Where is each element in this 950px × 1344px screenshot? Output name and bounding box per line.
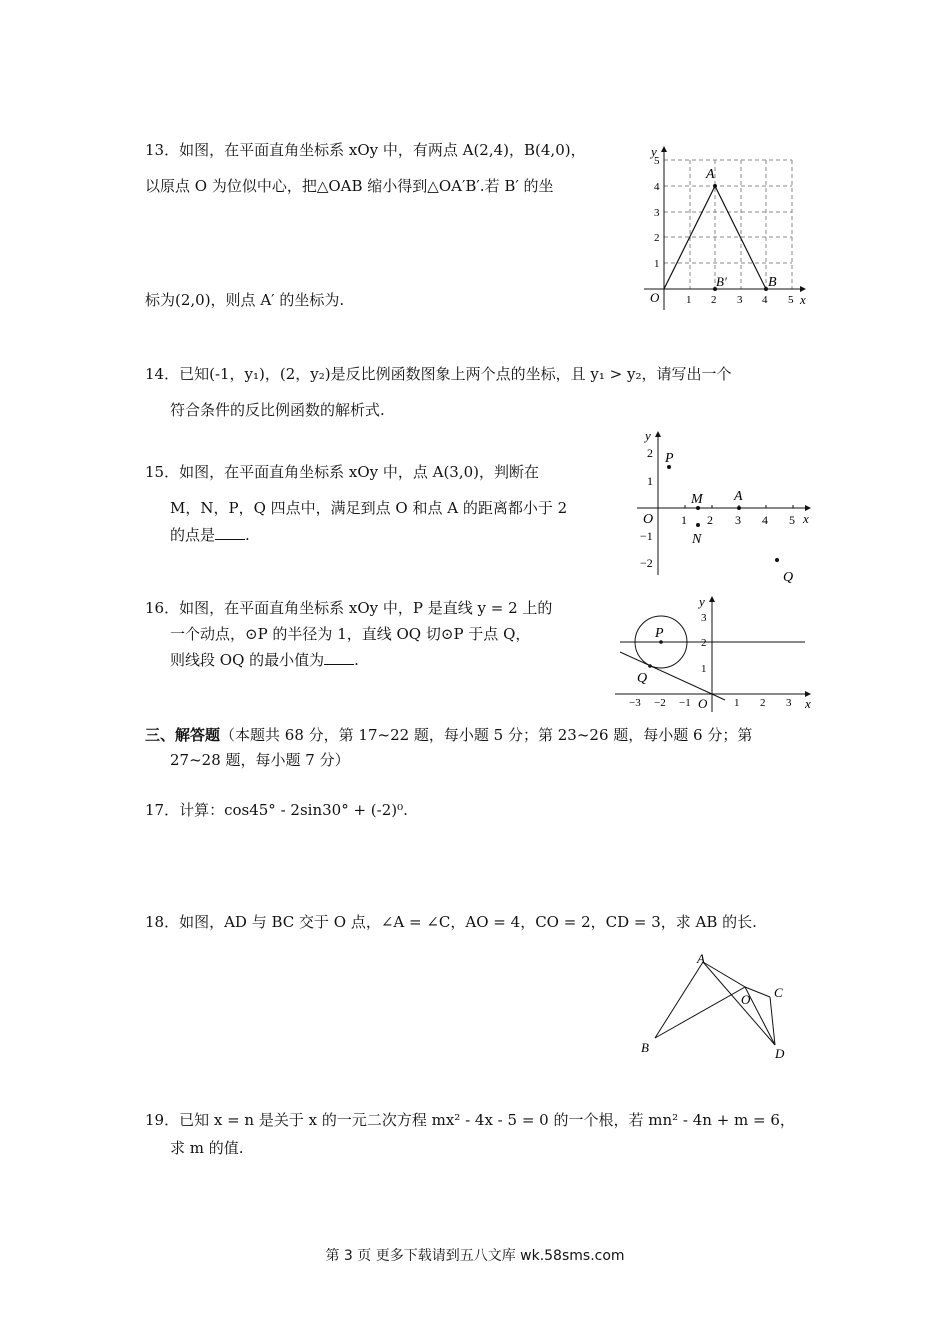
q15-line3-end: . <box>245 526 250 544</box>
q13-grid <box>664 160 792 289</box>
q15-xtick: 4 <box>762 513 768 527</box>
q15-xtick: 3 <box>735 513 741 527</box>
q15-label-P: P <box>665 451 674 466</box>
q18-segment-AD <box>703 962 775 1045</box>
q15-label-N: N <box>692 532 702 547</box>
q16-label-y: y <box>699 594 705 609</box>
q13-line2: 以原点 O 为位似中心，把△OAB 缩小得到△OA′B′.若 B′ 的坐 <box>145 177 554 195</box>
q16-xtick: 1 <box>734 697 740 709</box>
q16-point-Q <box>648 664 652 668</box>
q13-xtick: 2 <box>711 294 717 306</box>
q15-line1: 15．如图，在平面直角坐标系 xOy 中，点 A(3,0)，判断在 <box>145 463 540 481</box>
q16-ytick: 2 <box>701 637 707 649</box>
q15-figure <box>635 425 820 590</box>
q13-label-O: O <box>650 290 660 305</box>
q16-answer-blank <box>324 650 354 665</box>
q13-label-Bp: B′ <box>716 274 727 289</box>
q17-line1: 17．计算：cos45° - 2sin30° + (-2)⁰. <box>145 801 408 819</box>
q15-xtick: 5 <box>789 513 795 527</box>
q14-line2: 符合条件的反比例函数的解析式. <box>170 401 385 419</box>
q15-point-A <box>737 506 741 510</box>
q18-line1: 18．如图，AD 与 BC 交于 O 点，∠A = ∠C，AO = 4，CO = 2，CD = 3，求 AB 的长. <box>145 913 757 931</box>
q15-line2: M，N，P，Q 四点中，满足到点 O 和点 A 的距离都小于 2 <box>170 499 568 517</box>
q13-xtick: 5 <box>788 294 794 306</box>
q16-line3-text: 则线段 OQ 的最小值为 <box>170 651 325 669</box>
section3-desc2: 27~28 题，每小题 7 分） <box>170 751 350 769</box>
q14-line1: 14．已知(-1，y₁)，(2，y₂)是反比例函数图象上两个点的坐标，且 y₁ > y₂，请写出一个 <box>145 365 732 383</box>
q13-ytick: 3 <box>654 207 660 219</box>
q16-line3-end: . <box>354 651 359 669</box>
q15-label-Q: Q <box>783 570 794 585</box>
section3-header <box>145 725 752 745</box>
page-footer: 第 3 页 更多下载请到五八文库 wk.58sms.com <box>325 1248 625 1264</box>
q15-line3-text: 的点是 <box>170 526 216 544</box>
q18-label-C: C <box>774 985 783 1000</box>
q13-label-y: y <box>651 144 657 159</box>
q16-xtick: −1 <box>679 697 691 709</box>
q16-line1: 16．如图，在平面直角坐标系 xOy 中，P 是直线 y = 2 上的 <box>145 599 553 617</box>
q13-xtick: 1 <box>686 294 692 306</box>
q15-label-O: O <box>643 512 654 527</box>
q15-point-N <box>696 523 700 527</box>
q18-triangle-ABO <box>655 962 745 1038</box>
q18-label-O: O <box>741 992 751 1007</box>
q16-label-x: x <box>805 696 811 711</box>
q13-label-A: A <box>706 167 715 182</box>
section3-title: 三、解答题 <box>145 726 221 744</box>
q15-label-x: x <box>803 511 809 526</box>
q13-label-B: B <box>768 275 777 290</box>
q18-figure <box>635 950 795 1065</box>
q16-tangent-OQ <box>620 652 725 700</box>
q16-label-O: O <box>698 696 708 711</box>
q13-y-arrow <box>661 146 667 152</box>
q13-xtick: 3 <box>737 294 743 306</box>
q15-label-A: A <box>734 489 743 504</box>
q15-ytick: 1 <box>647 474 653 488</box>
q16-label-P: P <box>655 626 664 641</box>
q15-point-Q <box>775 558 779 562</box>
q15-ytick: −2 <box>640 556 653 570</box>
q15-label-M: M <box>691 492 703 507</box>
q16-xtick: −3 <box>629 697 641 709</box>
q16-figure <box>615 590 820 715</box>
q13-ytick: 1 <box>654 258 660 270</box>
q13-xtick: 4 <box>762 294 768 306</box>
q16-line3 <box>170 650 359 670</box>
q16-ytick: 3 <box>701 612 707 624</box>
q15-line3 <box>170 525 250 545</box>
q13-ytick: 2 <box>654 232 660 244</box>
q19-line1: 19．已知 x = n 是关于 x 的一元二次方程 mx² - 4x - 5 = 0 的一个根，若 mn² - 4n + m = 6， <box>145 1111 795 1129</box>
q13-figure <box>640 140 815 315</box>
q18-label-B: B <box>641 1040 649 1055</box>
q19-line2: 求 m 的值. <box>170 1139 244 1157</box>
q16-xtick: −2 <box>654 697 666 709</box>
q13-ytick: 5 <box>654 155 660 167</box>
q16-ytick: 1 <box>701 663 707 675</box>
q13-line1: 13．如图，在平面直角坐标系 xOy 中，有两点 A(2,4)，B(4,0)， <box>145 141 586 159</box>
q16-y-arrow <box>709 596 715 602</box>
q18-label-D: D <box>775 1046 785 1061</box>
q16-xtick: 2 <box>760 697 766 709</box>
q15-answer-blank <box>215 525 245 540</box>
q13-label-x: x <box>800 292 806 307</box>
q16-line2: 一个动点，⊙P 的半径为 1，直线 OQ 切⊙P 于点 Q， <box>170 625 531 643</box>
q15-y-arrow <box>655 431 661 437</box>
q15-ytick: −1 <box>640 529 653 543</box>
q18-label-A: A <box>697 951 705 966</box>
q13-line3: 标为(2,0)，则点 A′ 的坐标为. <box>145 291 345 309</box>
q15-ytick: 2 <box>647 446 653 460</box>
q16-xtick: 3 <box>786 697 792 709</box>
q15-xtick: 2 <box>707 513 713 527</box>
section3-desc1: （本题共 68 分，第 17~22 题，每小题 5 分；第 23~26 题，每小题 6 分；第 <box>220 726 753 744</box>
q15-label-y: y <box>645 428 651 443</box>
q13-point-A <box>713 184 717 188</box>
q15-xtick: 1 <box>681 513 687 527</box>
q16-label-Q: Q <box>637 671 648 686</box>
q13-ytick: 4 <box>654 181 660 193</box>
